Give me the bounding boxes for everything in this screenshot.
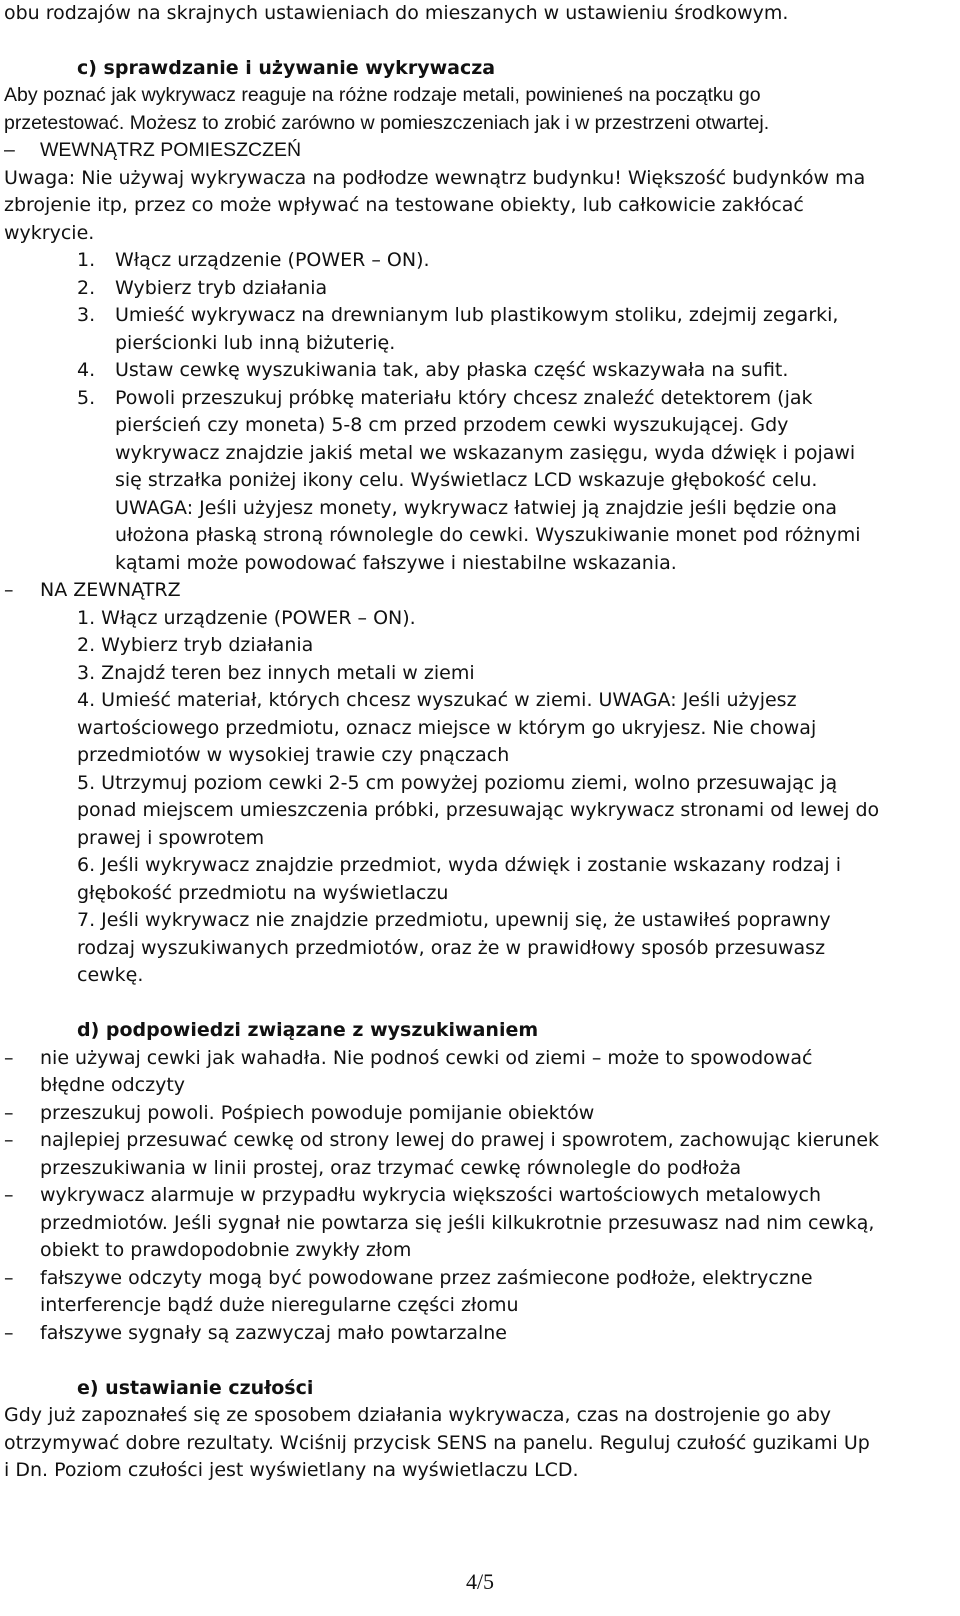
indoor-note-line: wykrycie. (4, 222, 95, 244)
outdoor-line: 5. Utrzymuj poziom cewki 2-5 cm powyżej poziomu ziemi, wolno przesuwając ją (77, 772, 838, 794)
step-number: 2. (77, 277, 96, 299)
indoor-heading: WEWNĄTRZ POMIESZCZEŃ (40, 139, 302, 161)
page-number: 4/5 (465, 1569, 495, 1594)
step-number: 1. (77, 249, 96, 271)
indoor-note-line: Uwaga: Nie używaj wykrywacza na podłodze wewnątrz budynku! Większość budynków ma (4, 167, 866, 189)
tip-line: obiekt to prawdopodobnie zwykły złom (40, 1239, 412, 1261)
tip-line: interferencje bądź duże nieregularne części złomu (40, 1294, 519, 1316)
outdoor-line: 4. Umieść materiał, których chcesz wyszukać w ziemi. UWAGA: Jeśli użyjesz (77, 689, 797, 711)
outdoor-line: cewkę. (77, 964, 144, 986)
outdoor-line: przedmiotów w wysokiej trawie czy pnączach (77, 744, 510, 766)
outdoor-line: 7. Jeśli wykrywacz nie znajdzie przedmiotu, upewnij się, że ustawiłeś poprawny (77, 909, 831, 931)
step-text: Umieść wykrywacz na drewnianym lub plastikowym stoliku, zdejmij zegarki, (115, 304, 839, 326)
dash-marker: – (4, 1322, 14, 1344)
outdoor-line: 3. Znajdź teren bez innych metali w ziemi (77, 662, 475, 684)
intro-line: obu rodzajów na skrajnych ustawieniach do mieszanych w ustawieniu środkowym. (4, 2, 789, 24)
dash-marker: – (4, 579, 14, 601)
step-text: Włącz urządzenie (POWER – ON). (115, 249, 430, 271)
outdoor-line: rodzaj wyszukiwanych przedmiotów, oraz że w prawidłowy sposób przesuwasz (77, 937, 826, 959)
outdoor-line: 1. Włącz urządzenie (POWER – ON). (77, 607, 416, 629)
section-e-paragraph-line: i Dn. Poziom czułości jest wyświetlany na wyświetlaczu LCD. (4, 1459, 579, 1481)
step-number: 4. (77, 359, 96, 381)
outdoor-line: głębokość przedmiotu na wyświetlaczu (77, 882, 449, 904)
tip-line: wykrywacz alarmuje w przypadłu wykrycia większości wartościowych metalowych (40, 1184, 822, 1206)
tip-line: fałszywe odczyty mogą być powodowane przez zaśmiecone podłoże, elektryczne (40, 1267, 813, 1289)
step-text: wykrywacz znajdzie jakiś metal we wskazanym zasięgu, wyda dźwięk i pojawi (115, 442, 856, 464)
section-c-paragraph-line: przetestować. Możesz to zrobić zarówno w pomieszczeniach jak i w przestrzeni otwartej. (4, 112, 770, 134)
step-text: Ustaw cewkę wyszukiwania tak, aby płaska część wskazywała na sufit. (115, 359, 789, 381)
step-text: ułożona płaską stroną równolegle do cewki. Wyszukiwanie monet pod różnymi (115, 524, 861, 546)
section-d-title: d) podpowiedzi związane z wyszukiwaniem (77, 1019, 539, 1041)
dash-marker: – (4, 1184, 14, 1206)
indoor-note-line: zbrojenie itp, przez co może wpływać na testowane obiekty, lub całkowicie zakłócać (4, 194, 804, 216)
outdoor-line: wartościowego przedmiotu, oznacz miejsce w którym go ukryjesz. Nie chowaj (77, 717, 817, 739)
outdoor-line: 6. Jeśli wykrywacz znajdzie przedmiot, wyda dźwięk i zostanie wskazany rodzaj i (77, 854, 842, 876)
step-text: Powoli przeszukuj próbkę materiału który chcesz znaleźć detektorem (jak (115, 387, 813, 409)
tip-line: najlepiej przesuwać cewkę od strony lewej do prawej i spowrotem, zachowując kierunek (40, 1129, 880, 1151)
dash-marker: – (4, 1102, 14, 1124)
dash-marker: – (4, 139, 15, 161)
outdoor-line: prawej i spowrotem (77, 827, 265, 849)
section-c-title: c) sprawdzanie i używanie wykrywacza (77, 57, 496, 79)
dash-marker: – (4, 1129, 14, 1151)
section-e-paragraph-line: otrzymywać dobre rezultaty. Wciśnij przycisk SENS na panelu. Reguluj czułość guzikami Up (4, 1432, 870, 1454)
step-number: 3. (77, 304, 96, 326)
tip-line: przedmiotów. Jeśli sygnał nie powtarza się jeśli kilkukrotnie przesuwasz nad nim cewką, (40, 1212, 875, 1234)
tip-line: nie używaj cewki jak wahadła. Nie podnoś cewki od ziemi – może to spowodować (40, 1047, 813, 1069)
step-text: kątami może powodować fałszywe i niestabilne wskazania. (115, 552, 677, 574)
section-e-paragraph-line: Gdy już zapoznałeś się ze sposobem działania wykrywacza, czas na dostrojenie go aby (4, 1404, 832, 1426)
section-c-paragraph-line: Aby poznać jak wykrywacz reaguje na różne rodzaje metali, powinieneś na początku go (4, 84, 761, 106)
outdoor-line: 2. Wybierz tryb działania (77, 634, 314, 656)
section-e-title: e) ustawianie czułości (77, 1377, 314, 1399)
dash-marker: – (4, 1047, 14, 1069)
step-number: 5. (77, 387, 96, 409)
step-text: Wybierz tryb działania (115, 277, 328, 299)
step-text: UWAGA: Jeśli użyjesz monety, wykrywacz łatwiej ją znajdzie jeśli będzie ona (115, 497, 838, 519)
outdoor-heading: NA ZEWNĄTRZ (40, 579, 181, 601)
dash-marker: – (4, 1267, 14, 1289)
tip-line: przeszukiwania w linii prostej, oraz trzymać cewkę równolegle do podłoża (40, 1157, 742, 1179)
outdoor-line: ponad miejscem umieszczenia próbki, przesuwając wykrywacz stronami od lewej do (77, 799, 880, 821)
step-text: pierścionki lub inną biżuterię. (115, 332, 396, 354)
tip-line: przeszukuj powoli. Pośpiech powoduje pomijanie obiektów (40, 1102, 595, 1124)
step-text: się strzałka poniżej ikony celu. Wyświetlacz LCD wskazuje głębokość celu. (115, 469, 818, 491)
tip-line: fałszywe sygnały są zazwyczaj mało powtarzalne (40, 1322, 507, 1344)
step-text: pierścień czy moneta) 5-8 cm przed przodem cewki wyszukującej. Gdy (115, 414, 789, 436)
tip-line: błędne odczyty (40, 1074, 186, 1096)
